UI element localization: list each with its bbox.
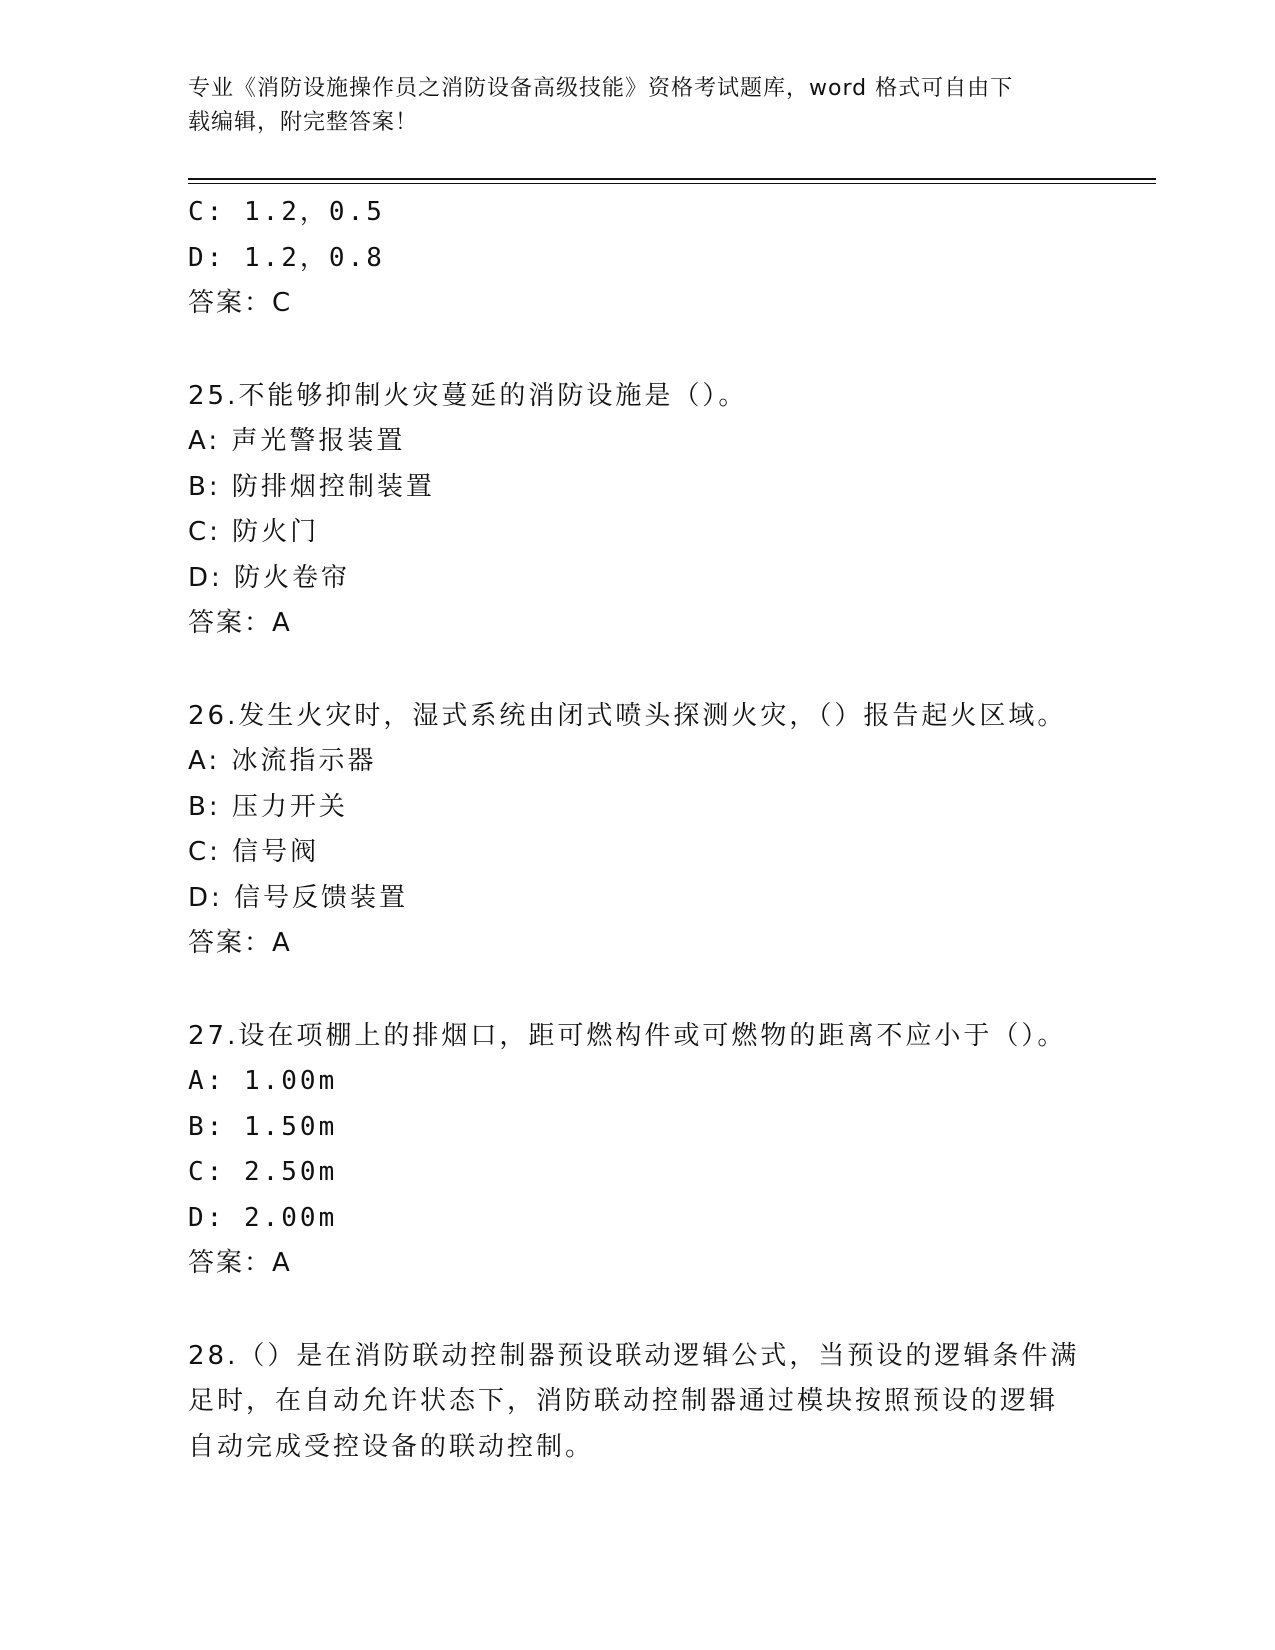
answer: 答案：A <box>188 928 292 958</box>
header-rule-thin <box>188 183 1156 184</box>
question-stem-line-2: 足时，在自动允许状态下，消防联动控制器通过模块按照预设的逻辑 <box>188 1386 1059 1416</box>
page-header <box>188 72 1068 140</box>
answer: 答案：A <box>188 608 292 638</box>
question-stem: 25.不能够抑制火灾蔓延的消防设施是（）。 <box>188 380 748 411</box>
header-rule-thick <box>188 178 1156 180</box>
header-line-1: 专业《消防设施操作员之消防设备高级技能》资格考试题库，word 格式可自由下 <box>188 76 1014 101</box>
option-b: B: 1.50m <box>188 1111 338 1142</box>
option-d: D: 防火卷帘 <box>188 562 351 593</box>
option-c: C: 防火门 <box>188 517 320 547</box>
option-b: B: 压力开关 <box>188 791 348 822</box>
question-28 <box>188 1334 1088 1471</box>
option-a: A: 冰流指示器 <box>188 746 377 776</box>
question-26 <box>188 694 1088 967</box>
question-list <box>188 190 1088 1470</box>
question-stem-line-1: 28.（）是在消防联动控制器预设联动逻辑公式，当预设的逻辑条件满 <box>188 1340 1080 1371</box>
answer: 答案：A <box>188 1248 292 1278</box>
option-d: D: 信号反馈装置 <box>188 882 409 913</box>
option-c: C: 信号阀 <box>188 837 320 867</box>
question-25 <box>188 374 1088 647</box>
option-a: A: 1.00m <box>188 1066 338 1096</box>
question-27 <box>188 1014 1088 1287</box>
option-c: C: 1.2，0.5 <box>188 197 385 227</box>
option-d: D: 2.00m <box>188 1202 338 1233</box>
question-24-tail <box>188 190 1088 327</box>
answer: 答案：C <box>188 288 293 318</box>
question-stem: 26.发生火灾时，湿式系统由闭式喷头探测火灾，（）报告起火区域。 <box>188 700 1067 731</box>
option-b: B: 防排烟控制装置 <box>188 471 435 502</box>
option-d: D: 1.2，0.8 <box>188 242 385 273</box>
question-stem-line-3: 自动完成受控设备的联动控制。 <box>188 1431 595 1462</box>
question-stem: 27.设在项棚上的排烟口，距可燃构件或可燃物的距离不应小于（）。 <box>188 1020 1067 1051</box>
option-a: A: 声光警报装置 <box>188 426 406 456</box>
header-line-2: 载编辑，附完整答案！ <box>188 110 419 135</box>
option-c: C: 2.50m <box>188 1157 338 1187</box>
